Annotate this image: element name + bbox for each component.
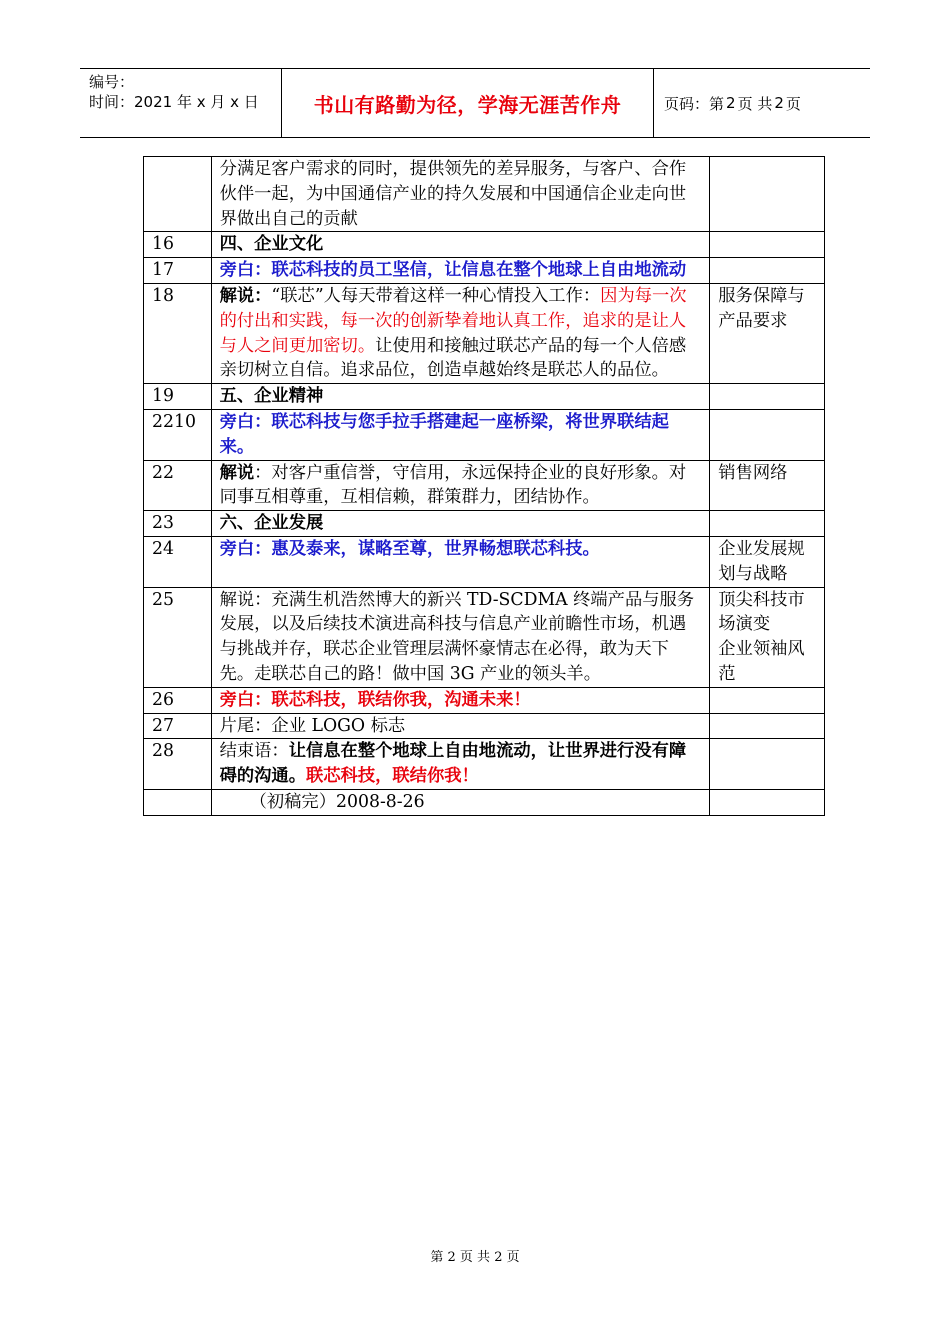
row-content: 旁白：联芯科技的员工坚信，让信息在整个地球上自由地流动 (211, 258, 710, 284)
row-side (710, 587, 825, 687)
row-number: 2210 (144, 409, 212, 460)
header-motto-cell (282, 69, 654, 137)
table-row (144, 789, 825, 815)
time-label: 时间：2021 年 x 月 x 日 (89, 93, 259, 111)
row-number (144, 789, 212, 815)
row-side (710, 232, 825, 258)
row-content (211, 283, 710, 383)
table-row (144, 587, 825, 687)
page-mid: 页 共 (737, 94, 773, 113)
draft-note: （初稿完）2008-8-26 (211, 789, 710, 815)
table-row (144, 157, 825, 232)
row-content (211, 739, 710, 790)
row-side (710, 713, 825, 739)
commentary-text: 让使用和接触过联芯产品的每一个人倍感亲切树立自信。追求品位，创造卓越始终是联芯人的品位。 (219, 335, 687, 381)
row-number: 16 (144, 232, 212, 258)
row-number: 25 (144, 587, 212, 687)
row-side (710, 789, 825, 815)
row-side (710, 384, 825, 410)
row-content (211, 460, 710, 511)
commentary-label: 解说： (219, 285, 272, 306)
table-row (144, 283, 825, 383)
table-row (144, 232, 825, 258)
page-number: 2 (726, 94, 736, 112)
table-row (144, 384, 825, 410)
row-number: 23 (144, 511, 212, 537)
row-number: 26 (144, 687, 212, 713)
page-label: 页码：第 (664, 94, 725, 113)
side-note: 企业领袖风范 (718, 639, 805, 684)
page-header (80, 68, 870, 138)
page-footer: 第 2 页 共 2 页 (430, 1250, 520, 1265)
table-row (144, 739, 825, 790)
row-number: 24 (144, 536, 212, 587)
closing-highlight: 联芯科技，联结你我！ (305, 766, 479, 787)
side-note: 顶尖科技市场演变 (718, 589, 805, 635)
table-row (144, 511, 825, 537)
row-side (710, 739, 825, 790)
row-content: 解说：充满生机浩然博大的新兴 TD-SCDMA 终端产品与服务发展，以及后续技术演进高科技与信息产业前瞻性市场，机遇与挑战并存，联芯企业管理层满怀豪情志在必得，敢为天下先。走联芯自己的路！做中国 3G 产业的领头羊。 (211, 587, 710, 687)
page-indicator (654, 69, 870, 137)
row-number: 19 (144, 384, 212, 410)
row-side (710, 511, 825, 537)
row-side (710, 409, 825, 460)
row-number: 22 (144, 460, 212, 511)
commentary-text: “联芯”人每天带着这样一种心情投入工作： (271, 285, 601, 306)
row-content: 片尾：企业 LOGO 标志 (211, 713, 710, 739)
row-side (710, 258, 825, 284)
header-info (80, 69, 282, 137)
page-end: 页 (785, 94, 801, 113)
table-row (144, 258, 825, 284)
row-side: 企业发展规划与战略 (710, 536, 825, 587)
closing-text: 让信息在整个地球上自由地流动，让世界进行没有障碍的沟通。 (219, 741, 687, 787)
row-side: 销售网络 (710, 460, 825, 511)
row-side (710, 157, 825, 232)
commentary-highlight: 因为每一次的付出和实践，每一次的创新挚着地认真工作，追求的是让人与人之间更加密切。 (219, 285, 687, 356)
table-row (144, 687, 825, 713)
page-total: 2 (774, 94, 784, 112)
row-number: 28 (144, 739, 212, 790)
table-row (144, 536, 825, 587)
row-number (144, 157, 212, 232)
row-content: 六、企业发展 (211, 511, 710, 537)
row-side (710, 687, 825, 713)
script-table (143, 156, 825, 816)
table-row (144, 409, 825, 460)
closing-label: 结束语： (219, 741, 289, 762)
row-content: 分满足客户需求的同时，提供领先的差异服务，与客户、合作伙伴一起，为中国通信产业的持久发展和中国通信企业走向世界做出自己的贡献 (211, 157, 710, 232)
commentary-label: 解说 (219, 462, 255, 483)
table-row (144, 460, 825, 511)
row-number: 27 (144, 713, 212, 739)
row-content: 五、企业精神 (211, 384, 710, 410)
row-number: 18 (144, 283, 212, 383)
row-side: 服务保障与产品要求 (710, 283, 825, 383)
row-content: 旁白：联芯科技与您手拉手搭建起一座桥梁，将世界联结起来。 (211, 409, 710, 460)
row-content: 旁白：联芯科技，联结你我，沟通未来！ (211, 687, 710, 713)
commentary-text: ：对客户重信誉，守信用，永远保持企业的良好形象。对同事互相尊重，互相信赖，群策群力，团结协作。 (219, 462, 687, 508)
header-motto: 书山有路勤为径，学海无涯苦作舟 (313, 92, 622, 117)
row-content: 四、企业文化 (211, 232, 710, 258)
row-content: 旁白：惠及泰来，谋略至尊，世界畅想联芯科技。 (211, 536, 710, 587)
number-label: 编号： (89, 73, 135, 91)
table-row (144, 713, 825, 739)
row-number: 17 (144, 258, 212, 284)
